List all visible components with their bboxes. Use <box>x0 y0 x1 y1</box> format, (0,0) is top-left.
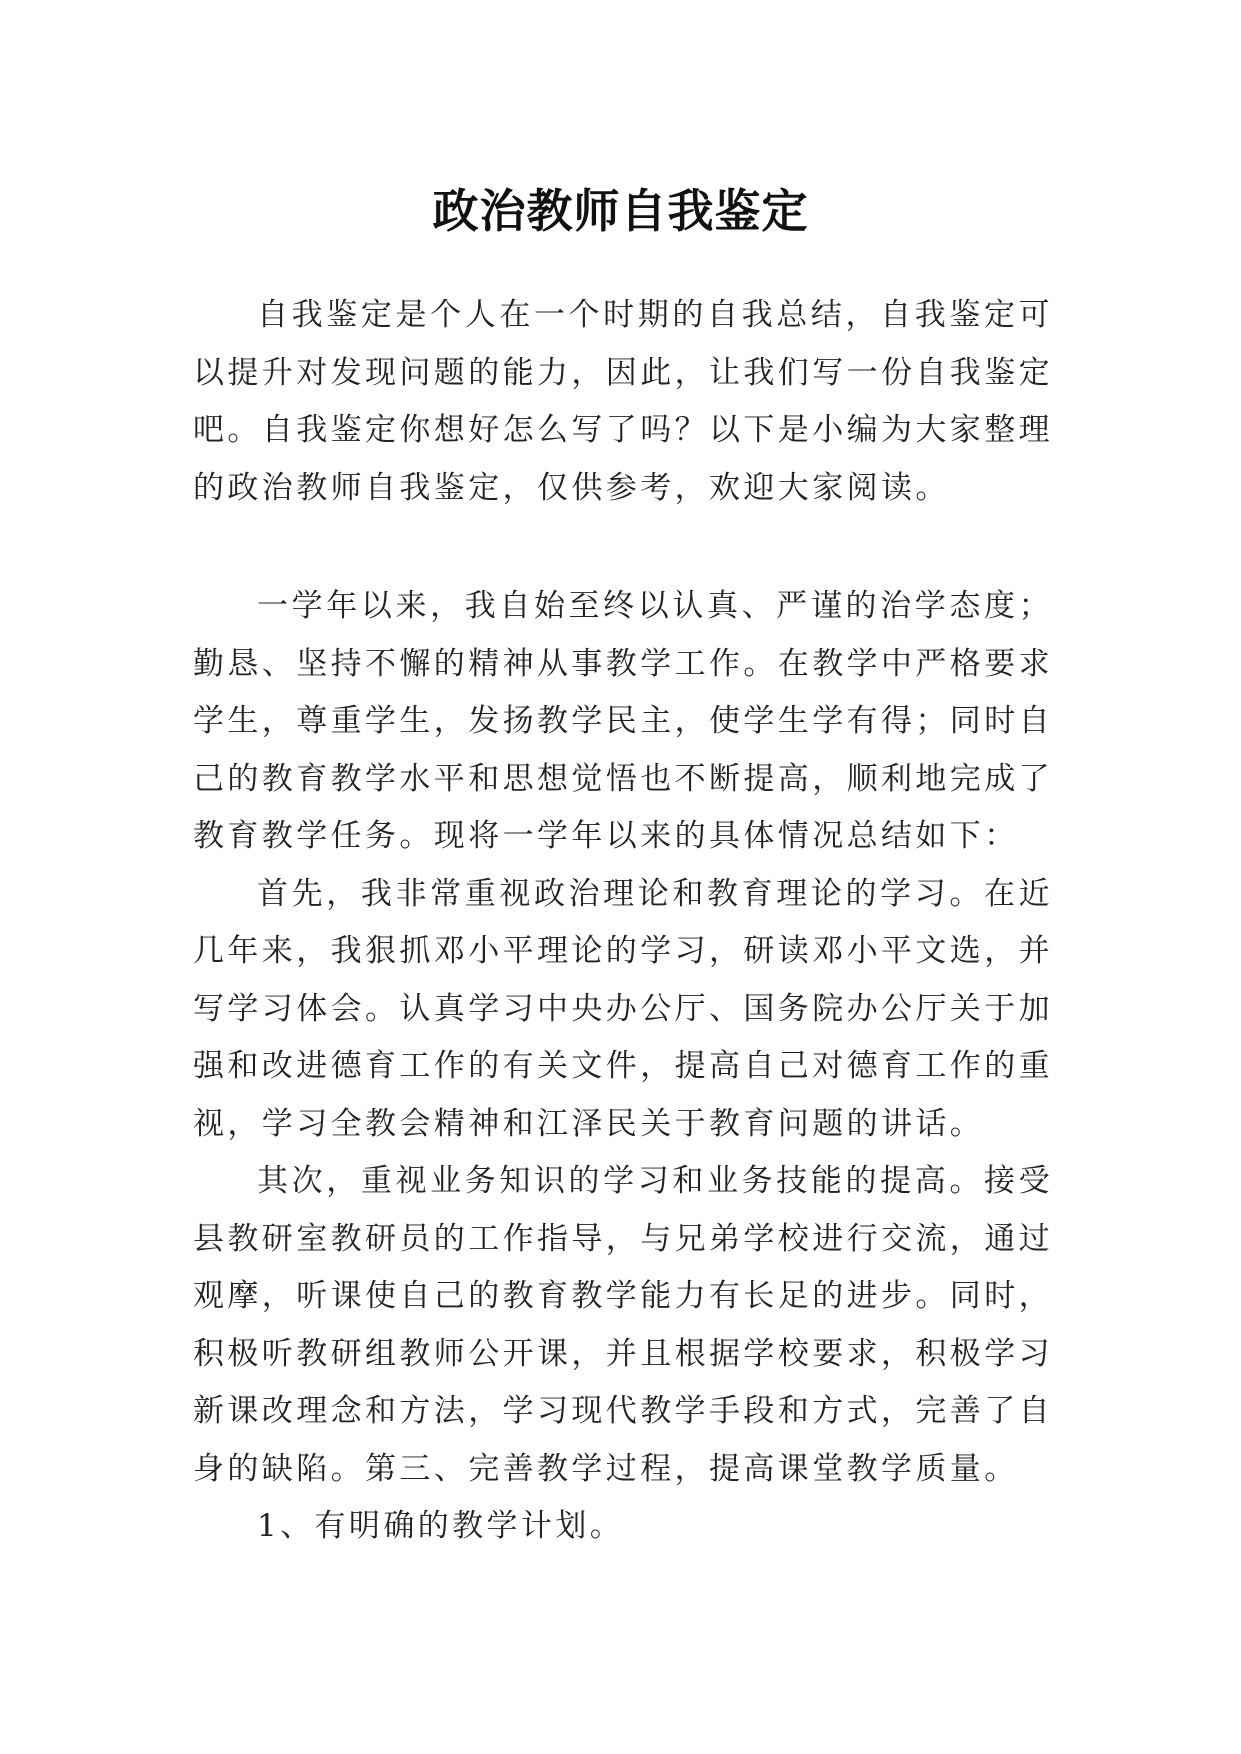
main-section <box>193 578 1053 1556</box>
document-title: 政治教师自我鉴定 <box>432 183 809 238</box>
body-paragraph-2: 首先，我非常重视政治理论和教育理论的学习。在近几年来，我狠抓邓小平理论的学习，研读邓小平文选，并写学习体会。认真学习中央办公厅、国务院办公厅关于加强和改进德育工作的有关文件，提高自己对德育工作的重视，学习全教会精神和江泽民关于教育问题的讲话。 <box>193 875 1053 1142</box>
intro-paragraph: 自我鉴定是个人在一个时期的自我总结，自我鉴定可以提升对发现问题的能力，因此，让我们写一份自我鉴定吧。自我鉴定你想好怎么写了吗？以下是小编为大家整理的政治教师自我鉴定，仅供参考，欢迎大家阅读。 <box>193 297 1053 506</box>
body-paragraph-1: 一学年以来，我自始至终以认真、严谨的治学态度；勤恳、坚持不懈的精神从事教学工作。在教学中严格要求学生，尊重学生，发扬教学民主，使学生学有得；同时自己的教育教学水平和思想觉悟也不断提高，顺利地完成了教育教学任务。现将一学年以来的具体情况总结如下： <box>193 588 1053 854</box>
intro-section <box>193 287 1053 517</box>
body-paragraph-4: 1、有明确的教学计划。 <box>257 1508 625 1544</box>
body-paragraph-3: 其次，重视业务知识的学习和业务技能的提高。接受县教研室教研员的工作指导，与兄弟学校进行交流，通过观摩，听课使自己的教育教学能力有长足的进步。同时，积极听教研组教师公开课，并且根据学校要求，积极学习新课改理念和方法，学习现代教学手段和方式，完善了自身的缺陷。第三、完善教学过程，提高课堂教学质量。 <box>193 1163 1053 1487</box>
